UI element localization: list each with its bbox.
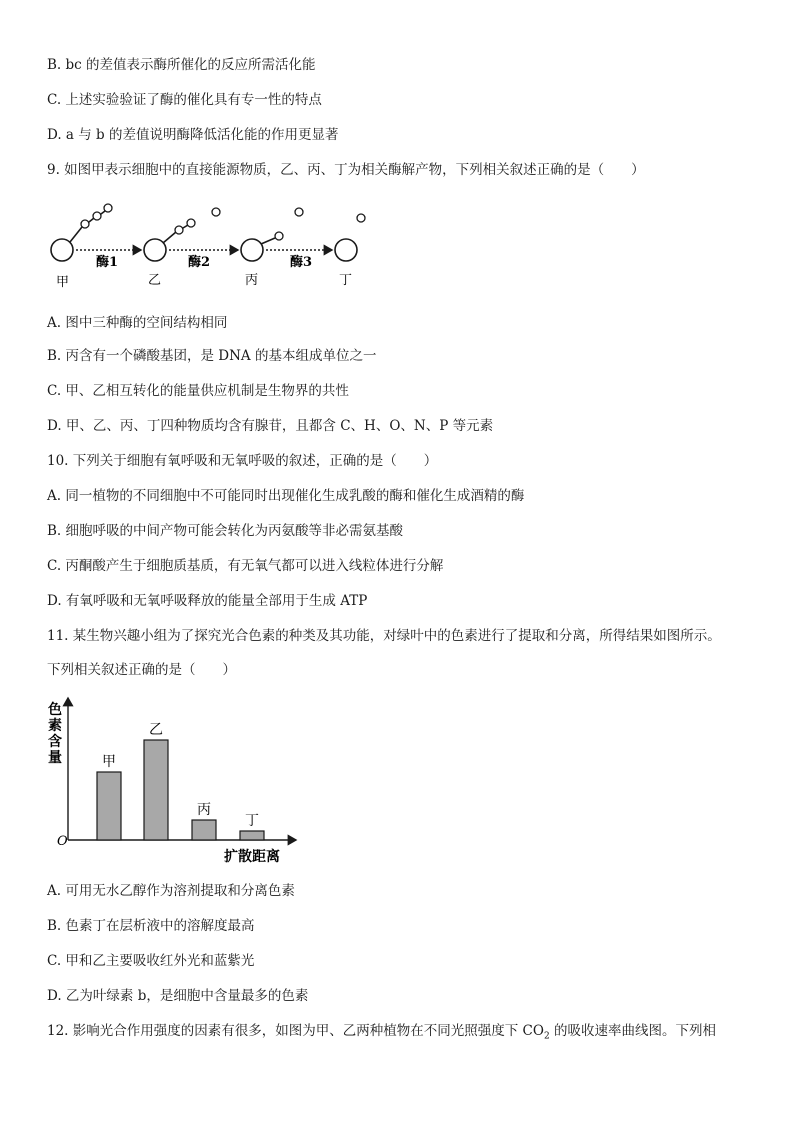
q11-option-d: D. 乙为叶绿素 b，是细胞中含量最多的色素 bbox=[47, 988, 309, 1004]
origin-label: O bbox=[57, 834, 68, 849]
enzyme-label-1: 酶1 bbox=[96, 255, 119, 270]
q9-option-a: A. 图中三种酶的空间结构相同 bbox=[47, 315, 228, 331]
label-yi: 乙 bbox=[148, 273, 162, 288]
bar-label-4: 丁 bbox=[245, 813, 259, 829]
q9-option-d: D. 甲、乙、丙、丁四种物质均含有腺苷，且都含 C、H、O、N、P 等元素 bbox=[47, 418, 494, 434]
y-axis-label-char: 含 bbox=[48, 734, 62, 750]
label-ding: 丁 bbox=[339, 273, 353, 288]
q10-option-d: D. 有氧呼吸和无氧呼吸释放的能量全部用于生成 ATP bbox=[47, 593, 368, 609]
q8-option-b: B. bc 的差值表示酶所催化的反应所需活化能 bbox=[47, 57, 316, 73]
bar-4 bbox=[240, 831, 264, 840]
bar-label-2: 乙 bbox=[149, 722, 163, 738]
q10-option-c: C. 丙酮酸产生于细胞质基质，有无氧气都可以进入线粒体进行分解 bbox=[47, 558, 444, 574]
molecule-ding bbox=[335, 214, 365, 261]
q8-option-c: C. 上述实验验证了酶的催化具有专一性的特点 bbox=[47, 92, 322, 108]
q12-subscript: 2 bbox=[543, 1031, 550, 1042]
q9-stem: 9. 如图甲表示细胞中的直接能源物质，乙、丙、丁为相关酶解产物，下列相关叙述正确的是（ ） bbox=[47, 162, 645, 178]
q11-option-a: A. 可用无水乙醇作为溶剂提取和分离色素 bbox=[47, 883, 295, 899]
molecule-bing bbox=[241, 208, 303, 261]
q10-option-a: A. 同一植物的不同细胞中不可能同时出现催化生成乳酸的酶和催化生成酒精的酶 bbox=[47, 488, 525, 504]
q9-option-c: C. 甲、乙相互转化的能量供应机制是生物界的共性 bbox=[47, 383, 349, 399]
bar-label-1: 甲 bbox=[102, 754, 116, 770]
bar-label-3: 丙 bbox=[197, 802, 211, 818]
q8-option-d: D. a 与 b 的差值说明酶降低活化能的作用更显著 bbox=[47, 127, 339, 143]
bar-2 bbox=[144, 740, 168, 840]
q11-option-b: B. 色素丁在层析液中的溶解度最高 bbox=[47, 918, 255, 934]
label-bing: 丙 bbox=[245, 273, 259, 288]
atp-hydrolysis-diagram bbox=[40, 196, 380, 296]
molecule-yi bbox=[144, 208, 220, 261]
bar-3 bbox=[192, 820, 216, 840]
q11-option-c: C. 甲和乙主要吸收红外光和蓝紫光 bbox=[47, 953, 255, 969]
molecule-jia bbox=[51, 204, 112, 261]
y-axis-label bbox=[47, 701, 62, 766]
q10-stem: 10. 下列关于细胞有氧呼吸和无氧呼吸的叙述，正确的是（ ） bbox=[47, 453, 438, 469]
q12-stem-after: 的吸收速率曲线图。下列相 bbox=[549, 1023, 716, 1039]
q11-stem-line2: 下列相关叙述正确的是（ ） bbox=[47, 662, 236, 678]
bar-series bbox=[97, 722, 264, 840]
label-jia: 甲 bbox=[56, 275, 70, 290]
enzyme-label-3: 酶3 bbox=[290, 255, 313, 270]
y-axis-label-char: 素 bbox=[48, 718, 62, 734]
y-axis-label-char: 量 bbox=[48, 750, 62, 766]
q11-stem-line1: 11. 某生物兴趣小组为了探究光合色素的种类及其功能，对绿叶中的色素进行了提取和分离，所得结果如图所示。 bbox=[47, 628, 721, 644]
q12-stem-before: 12. 影响光合作用强度的因素有很多，如图为甲、乙两种植物在不同光照强度下 CO bbox=[47, 1023, 544, 1039]
q10-option-b: B. 细胞呼吸的中间产物可能会转化为丙氨酸等非必需氨基酸 bbox=[47, 523, 404, 539]
y-axis-label-char: 色 bbox=[48, 702, 62, 718]
enzyme-label-2: 酶2 bbox=[188, 255, 211, 270]
q9-option-b: B. 丙含有一个磷酸基团，是 DNA 的基本组成单位之一 bbox=[47, 348, 377, 364]
x-axis-label: 扩散距离 bbox=[224, 849, 280, 865]
pigment-bar-chart bbox=[40, 692, 320, 872]
q12-stem bbox=[47, 1021, 716, 1047]
bar-1 bbox=[97, 772, 121, 840]
